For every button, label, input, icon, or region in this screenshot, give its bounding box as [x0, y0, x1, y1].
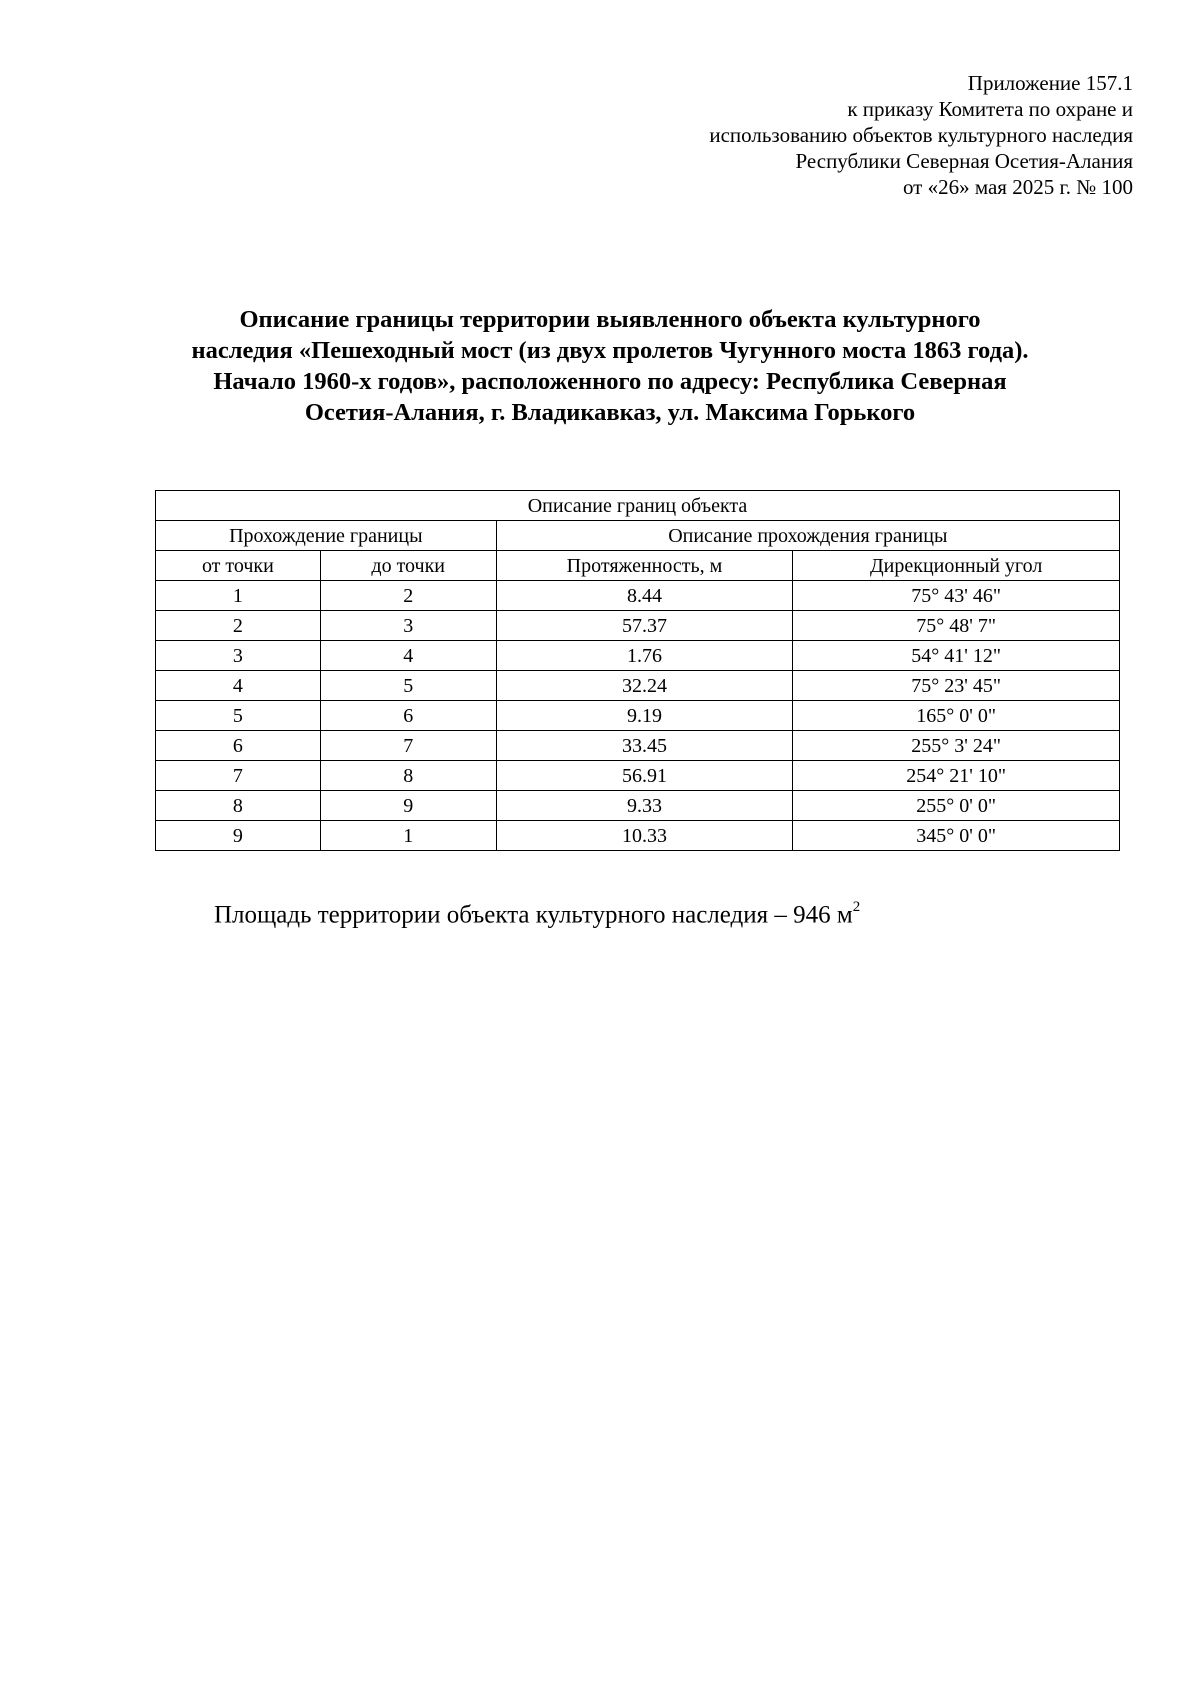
table-cell: 3 — [320, 611, 496, 641]
table-cell: 4 — [320, 641, 496, 671]
table-group-row — [156, 521, 1120, 551]
column-header: Дирекционный угол — [793, 551, 1120, 581]
table-row — [156, 581, 1120, 611]
table-cell: 8 — [320, 761, 496, 791]
column-header: от точки — [156, 551, 321, 581]
title-line: Осетия-Алания, г. Владикавказ, ул. Максима Горького — [304, 399, 916, 426]
table-cell: 10.33 — [496, 821, 793, 851]
appendix-header — [573, 70, 1133, 200]
area-statement — [214, 901, 860, 929]
table-cell: 75° 48' 7" — [793, 611, 1120, 641]
table-cell: 8 — [156, 791, 321, 821]
table-cell: 5 — [320, 671, 496, 701]
table-cell: 75° 43' 46" — [793, 581, 1120, 611]
table-cell: 8.44 — [496, 581, 793, 611]
table-cell: 2 — [320, 581, 496, 611]
table-cell: 254° 21' 10" — [793, 761, 1120, 791]
table-row — [156, 641, 1120, 671]
area-unit-superscript: 2 — [852, 899, 861, 915]
table-cell: 33.45 — [496, 731, 793, 761]
table-cell: 6 — [156, 731, 321, 761]
table-header-row — [156, 551, 1120, 581]
table-cell: 9 — [156, 821, 321, 851]
title-line: Начало 1960-х годов», расположенного по адресу: Республика Северная — [213, 368, 1007, 395]
appendix-line: к приказу Комитета по охране и — [847, 97, 1133, 121]
table-row — [156, 791, 1120, 821]
table-cell: 345° 0' 0" — [793, 821, 1120, 851]
table-caption: Описание границ объекта — [156, 491, 1120, 521]
title-line: Описание границы территории выявленного объекта культурного — [239, 306, 981, 333]
table-cell: 7 — [320, 731, 496, 761]
table-row — [156, 821, 1120, 851]
table-caption-row — [156, 491, 1120, 521]
table-cell: 57.37 — [496, 611, 793, 641]
column-header: до точки — [320, 551, 496, 581]
table-cell: 9 — [320, 791, 496, 821]
table-cell: 7 — [156, 761, 321, 791]
group-header-left: Прохождение границы — [156, 521, 497, 551]
table-cell: 1 — [156, 581, 321, 611]
table-cell: 4 — [156, 671, 321, 701]
appendix-line: использованию объектов культурного наследия — [709, 123, 1133, 147]
table-cell: 5 — [156, 701, 321, 731]
boundary-table — [155, 490, 1120, 851]
table-row — [156, 731, 1120, 761]
column-header: Протяженность, м — [496, 551, 793, 581]
table-cell: 9.19 — [496, 701, 793, 731]
table-cell: 1.76 — [496, 641, 793, 671]
table-cell: 3 — [156, 641, 321, 671]
group-header-right: Описание прохождения границы — [496, 521, 1119, 551]
appendix-line: Республики Северная Осетия-Алания — [795, 149, 1133, 173]
table-row — [156, 671, 1120, 701]
title-line: наследия «Пешеходный мост (из двух пролетов Чугунного моста 1863 года). — [191, 337, 1029, 364]
appendix-line: от «26» мая 2025 г. № 100 — [902, 175, 1133, 199]
table-row — [156, 761, 1120, 791]
table-cell: 56.91 — [496, 761, 793, 791]
area-text: Площадь территории объекта культурного наследия – 946 м — [214, 901, 853, 929]
table-cell: 54° 41' 12" — [793, 641, 1120, 671]
table-cell: 9.33 — [496, 791, 793, 821]
table-cell: 1 — [320, 821, 496, 851]
table-cell: 2 — [156, 611, 321, 641]
table-cell: 255° 3' 24" — [793, 731, 1120, 761]
table-cell: 6 — [320, 701, 496, 731]
table-cell: 32.24 — [496, 671, 793, 701]
table-cell: 75° 23' 45" — [793, 671, 1120, 701]
table-row — [156, 701, 1120, 731]
appendix-line: Приложение 157.1 — [967, 71, 1133, 95]
table-cell: 255° 0' 0" — [793, 791, 1120, 821]
table-cell: 165° 0' 0" — [793, 701, 1120, 731]
document-title — [150, 304, 1070, 428]
table-row — [156, 611, 1120, 641]
